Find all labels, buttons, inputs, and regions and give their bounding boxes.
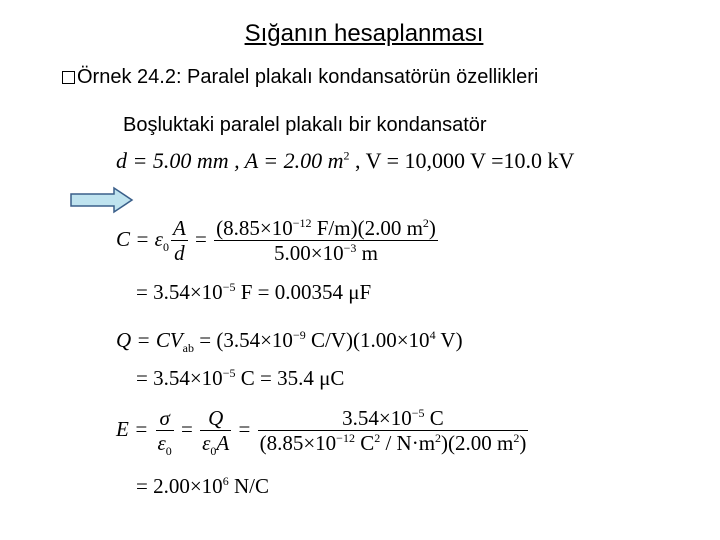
- given-v: , V = 10,000 V =10.0 kV: [349, 148, 575, 173]
- cap-lhs: $C = \varepsilon_0$: [116, 226, 169, 254]
- checkbox-bullet-icon: [62, 71, 75, 84]
- right-arrow-icon: [70, 186, 134, 214]
- given-a: A = 2.00 m: [244, 148, 344, 173]
- cap-numeric-fraction: $\frac{(8.85\times 10^{-12} F/m)(2.00 m^2)}{5.00\times 10^{-3} m}$: [216, 216, 436, 265]
- capacitance-result: = $3.54\times 10^{-5}$ F = 0.00354 μF: [136, 280, 372, 304]
- charge-equation: $Q = CV_{ab} = (3.54\times 10^{-9}$ $C/V)(1.00\times 10^4$ V): [116, 328, 463, 356]
- example-bullet: [62, 66, 538, 89]
- slide-title: Sığanın hesaplanması: [244, 20, 484, 47]
- capacitance-equation: $C = \varepsilon_0$ $\frac{A}{d}$ = $\frac{(8.85\times 10^{-12} F/m)(2.00 m^2)}{5.00\times 10^{-3} m}$: [116, 216, 436, 265]
- given-values: [116, 150, 574, 172]
- cap-symbolic-fraction: $\frac{A}{d}$: [172, 216, 186, 265]
- charge-result: = $3.54\times 10^{-5}$ C = 35.4 μC: [136, 366, 345, 390]
- field-sigma-fraction: $\frac{\sigma}{\varepsilon_0}$: [157, 406, 172, 459]
- given-d: d = 5.00 mm ,: [116, 148, 245, 173]
- example-subtitle: Boşluktaki paralel plakalı bir kondansatör: [123, 114, 487, 136]
- field-numeric-fraction: $\frac{3.54\times 10^{-5} C}{(8.85\times 10^{-12} C^2 / N\cdot m^2)(2.00 m^2)}$: [259, 406, 527, 455]
- field-q-fraction: $\frac{Q}{\varepsilon_0A}$: [202, 406, 230, 459]
- field-equation: E = $\frac{\sigma}{\varepsilon_0}$ = $\frac{Q}{\varepsilon_0A}$ = $\frac{3.54\times 10^{-5} C}{(8.85\times 10^{-12} C^2 / N\cdot m^2)(2.00 m^2)}$: [116, 406, 527, 459]
- given-a-exp: 2: [343, 148, 350, 163]
- field-result: = $2.00\times 10^6$ N/C: [136, 474, 269, 498]
- example-text: Örnek 24.2: Paralel plakalı kondansatörün özellikleri: [77, 66, 539, 88]
